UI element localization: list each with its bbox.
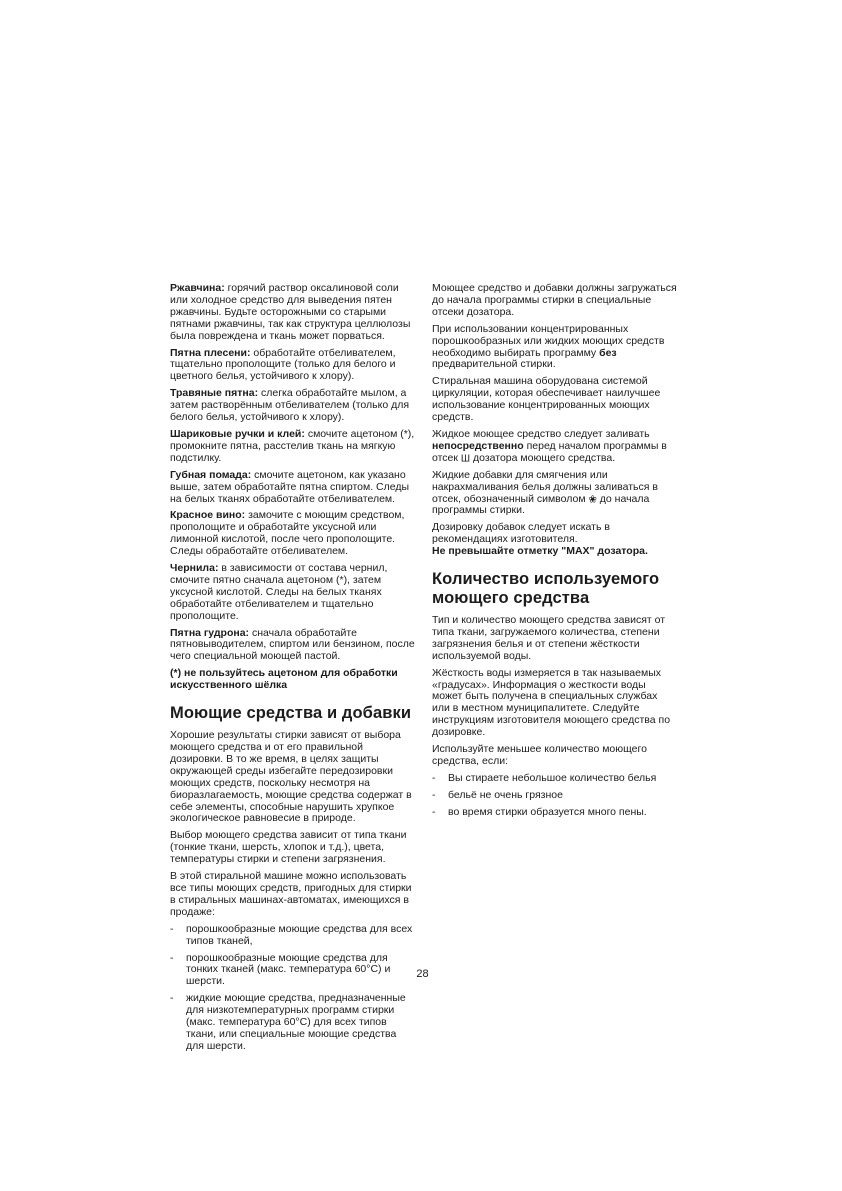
stain-text: замочите с моющим средством, прополощите и обработайте уксусной или лимонной кислотой, после чего прополощите. Следы обработайте отбеливателем. [170, 509, 405, 558]
paragraph-text: При использовании концентрированных порошкообразных или жидких моющих средств необходимо выбирать программу [432, 322, 665, 359]
paragraph-text: до начала программы стирки. [432, 492, 650, 517]
detergent-type-item [170, 993, 415, 1053]
less-detergent-item [432, 773, 677, 785]
paragraph-text: предварительной стирки. [432, 358, 556, 371]
bullet-dash: - [432, 788, 436, 801]
section-title-detergents: Моющие средства и добавки [170, 704, 412, 723]
bullet-dash: - [432, 771, 436, 784]
bullet-dash: - [170, 951, 174, 964]
stain-text: в зависимости от состава чернил, смочите пятно сначала ацетоном (*), затем уксусной кислотой. Следы на белых тканях обработайте отбеливателем и тщательно прополощите. [170, 562, 388, 622]
right-column [432, 283, 677, 824]
stain-term: Чернила: [170, 562, 219, 575]
page-number: 28 [416, 968, 429, 980]
stain-term: Пятна плесени: [170, 346, 251, 359]
bullet-text: Вы стираете небольшое количество белья [448, 771, 657, 784]
bullet-text: порошкообразные моющие средства для всех типов тканей, [186, 922, 413, 947]
detergent-compartment-icon: Ш [460, 453, 471, 465]
bullet-text: жидкие моющие средства, предназначенные для низкотемпературных программ стирки (макс. температура 60°C) для всех типов ткани, или специальные моющие средства для шерсти. [186, 992, 406, 1052]
left-column [170, 283, 415, 1058]
stain-text: смочите ацетоном, как указано выше, затем обработайте пятна спиртом. Следы на белых тканях обработайте отбеливателем. [170, 468, 410, 505]
detergents-paragraph: Хорошие результаты стирки зависят от выбора моющего средства и от его правильной дозировки. В то же время, в целях защиты окружающей среды избегайте передозировки моющих средств, поскольку несмотря на биоразлагаемость, моющие средства содержат в себе элементы, способные нарушить хрупкое экологическое равновесие в природе. [170, 729, 412, 825]
liquid-detergent-paragraph [432, 429, 677, 465]
paragraph-text: Жидкие добавки для смягчения или накрахмаливания белья должны заливаться в отсек, обозначенный символом [432, 468, 658, 505]
stain-text: обработайте отбеливателем, тщательно прополощите (только для белого и цветного белья, устойчивого к хлору). [170, 346, 396, 383]
detergents-paragraph: Выбор моющего средства зависит от типа ткани (тонкие ткани, шерсть, хлопок и т.д.), цвета, температуры стирки и степени загрязнения. [170, 829, 407, 866]
section-title-detergent-amount: Количество используемого моющего средства [432, 570, 660, 608]
stain-item-ink [170, 563, 415, 623]
amount-paragraph: Используйте меньшее количество моющего средства, если: [432, 743, 647, 767]
softener-paragraph [432, 470, 677, 518]
dosing-paragraph: Моющее средство и добавки должны загружаться до начала программы стирки в специальные отсеки дозатора. [432, 282, 677, 318]
stain-item-tar [170, 628, 415, 664]
less-detergent-item [432, 790, 677, 802]
detergents-paragraph: В этой стиральной машине можно использовать все типы моющих средств, пригодных для стирки в стиральных машинах-автоматах, имеющихся в продаже: [170, 870, 412, 918]
stain-item-grass [170, 388, 415, 424]
paragraph-text: дозатора моющего средства. [473, 451, 616, 464]
circulation-paragraph: Стиральная машина оборудована системой циркуляции, которая обеспечивает наилучшее использование концентрированных моющих средств. [432, 375, 661, 424]
stain-text: горячий раствор оксалиновой соли или холодное средство для выведения пятен ржавчины. Будьте осторожными со старыми пятнами ржавчины, так как структура целлюлозы была повреждена и ткань может порваться. [170, 282, 411, 342]
stain-term: Губная помада: [170, 468, 252, 481]
stain-text: смочите ацетоном (*), промокните пятна, расстелив ткань на мягкую подстилку. [170, 427, 415, 464]
bullet-text: порошкообразные моющие средства для тонких тканей (макс. температура 60°C) и шерсти. [186, 951, 391, 988]
stain-item-redwine [170, 510, 415, 558]
stain-term: Шариковые ручки и клей: [170, 427, 305, 440]
acetone-footnote: (*) не пользуйтесь ацетоном для обработки искусственного шёлка [170, 667, 398, 692]
stain-term: Травяные пятна: [170, 387, 259, 400]
stain-term: Красное вино: [170, 509, 246, 522]
paragraph-text: Дозировку добавок следует искать в рекомендациях изготовителя. [432, 521, 610, 546]
stain-term: Пятна гудрона: [170, 626, 250, 639]
stain-item-lipstick [170, 470, 415, 506]
bullet-dash: - [432, 805, 436, 818]
stain-item-mold [170, 348, 415, 384]
max-mark-warning: Не превышайте отметку "MAX" дозатора. [432, 545, 648, 558]
emphasis-immediately: непосредственно [432, 439, 524, 452]
paragraph-text: перед началом программы в отсек [432, 439, 667, 464]
paragraph-text: Жидкое моющее средство следует заливать [432, 427, 650, 440]
softener-flower-icon: ❀ [588, 494, 597, 505]
bullet-text: во время стирки образуется много пены. [448, 805, 647, 818]
dosage-recommendation-paragraph [432, 522, 677, 558]
stain-term: Ржавчина: [170, 282, 225, 294]
stain-text: слегка обработайте мылом, а затем растворённым отбеливателем (только для белого белья, устойчивого к хлору). [170, 387, 410, 424]
detergent-type-item [170, 924, 415, 948]
stain-text: сначала обработайте пятновыводителем, спиртом или бензином, после чего специальной моющей пастой. [170, 626, 415, 663]
amount-paragraph: Жёсткость воды измеряется в так называемых «градусах». Информация о жесткости воды может быть получена в специальных службах или в местном муниципалитете. Следуйте инструкциям изготовителя моющего средства по дозировке. [432, 666, 671, 739]
amount-paragraph: Тип и количество моющего средства зависят от типа ткани, загружаемого количества, степени загрязнения белья и от степени жёсткости используемой воды. [432, 614, 666, 662]
concentrated-detergents-paragraph [432, 324, 677, 372]
bullet-dash: - [170, 992, 174, 1005]
emphasis-bez: без [599, 346, 617, 359]
bullet-dash: - [170, 922, 174, 935]
less-detergent-item [432, 807, 677, 819]
stain-item-rust [170, 283, 415, 343]
bullet-text: бельё не очень грязное [448, 788, 563, 801]
stain-item-ballpoint [170, 429, 415, 465]
